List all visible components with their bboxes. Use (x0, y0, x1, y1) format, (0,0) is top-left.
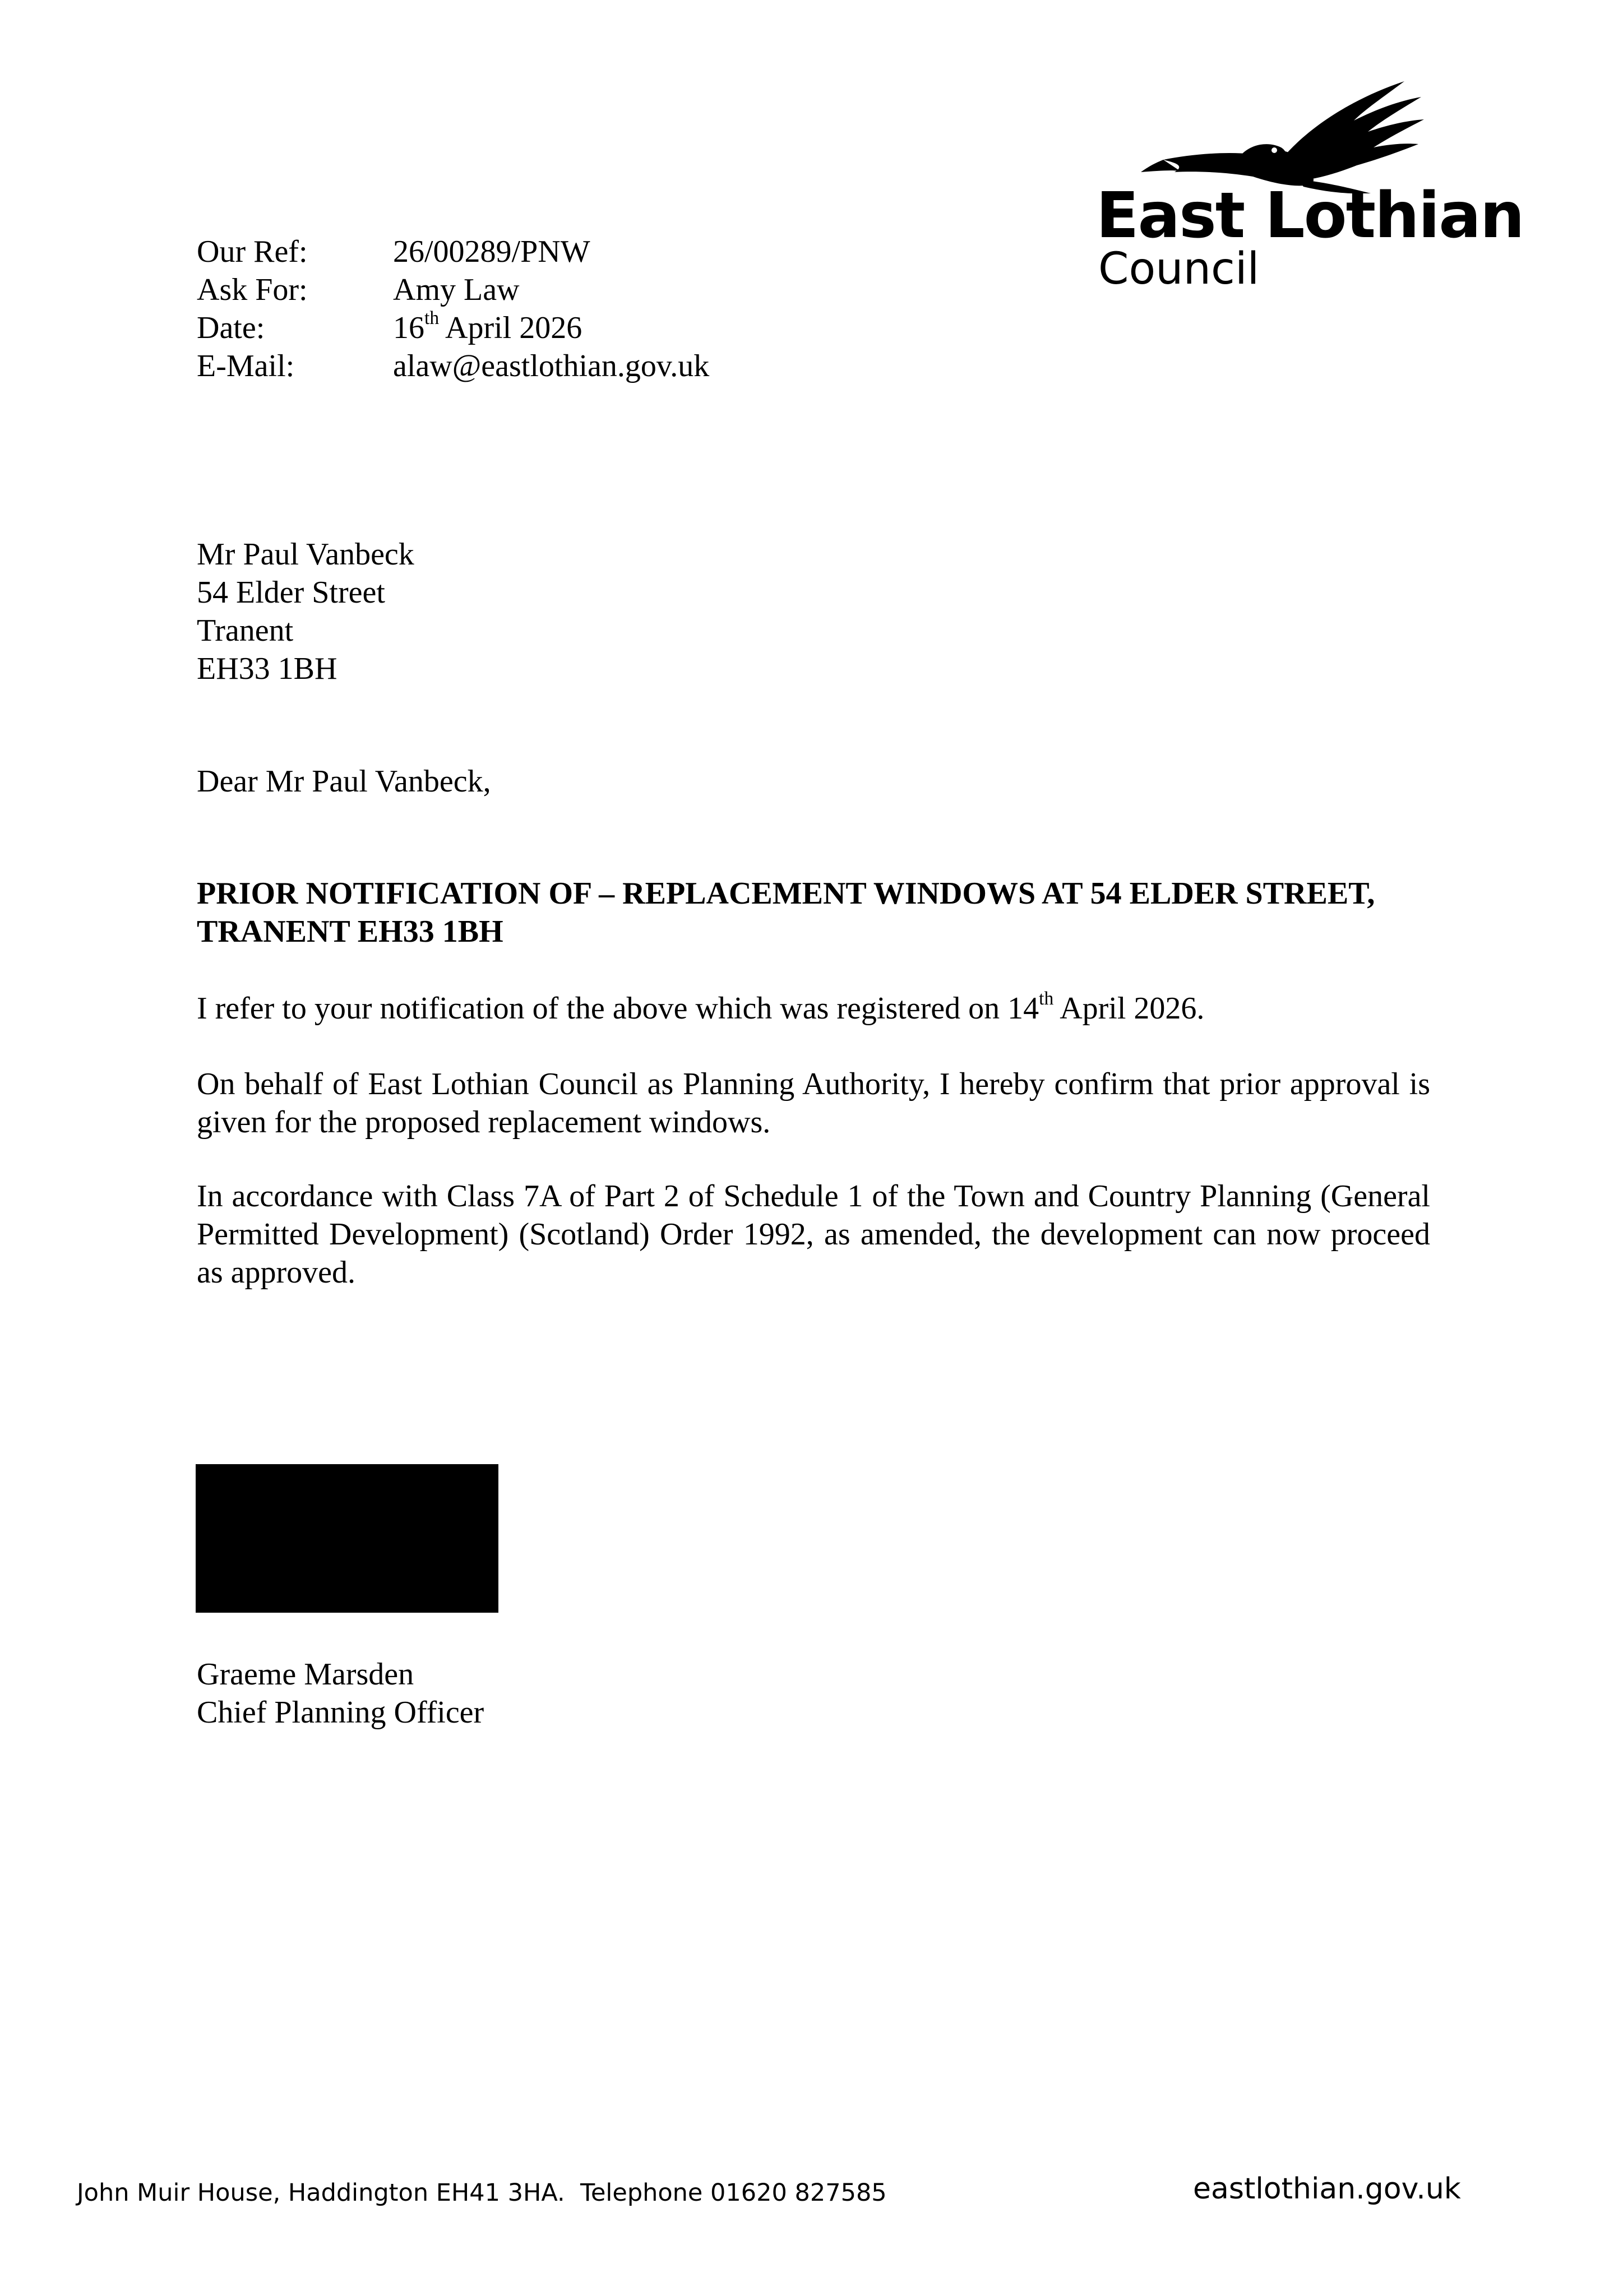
our-ref-row (197, 233, 709, 271)
date-rest: April 2026 (439, 311, 582, 345)
paragraph-2: On behalf of East Lothian Council as Planning Authority, I hereby confirm that prior approval is given for the proposed replacement windows. (197, 1067, 1430, 1140)
eagle-icon (1141, 76, 1455, 193)
date-row (197, 309, 709, 347)
email-row (197, 347, 709, 385)
signatory-title: Chief Planning Officer (197, 1695, 484, 1730)
paragraph-1-before: I refer to your notification of the above which was registered on 14 (197, 991, 1039, 1026)
our-ref-value: 26/00289/PNW (393, 234, 590, 269)
recipient-address (197, 535, 414, 688)
letter-heading: PRIOR NOTIFICATION OF – REPLACEMENT WINDOWS AT 54 ELDER STREET, TRANENT EH33 1BH (197, 876, 1375, 949)
recipient-name: Mr Paul Vanbeck (197, 537, 414, 572)
paragraph-1-suffix: th (1039, 988, 1054, 1010)
recipient-postcode: EH33 1BH (197, 651, 337, 686)
date-value (393, 309, 582, 347)
our-ref-label: Our Ref: (197, 234, 308, 269)
paragraph-1-after: April 2026. (1053, 991, 1205, 1026)
signatory-block (197, 1655, 484, 1732)
ask-for-row (197, 271, 709, 309)
redacted-signature (196, 1464, 498, 1613)
email-value: alaw@eastlothian.gov.uk (393, 349, 710, 383)
recipient-town: Tranent (197, 613, 294, 648)
email-label: E-Mail: (197, 349, 295, 383)
date-suffix: th (424, 308, 440, 329)
recipient-street: 54 Elder Street (197, 575, 385, 610)
paragraph-1 (197, 989, 1430, 1027)
salutation: Dear Mr Paul Vanbeck, (197, 764, 491, 799)
footer-address: John Muir House, Haddington EH41 3HA. Telephone 01620 827585 (77, 2179, 887, 2207)
paragraph-3: In accordance with Class 7A of Part 2 of Schedule 1 of the Town and Country Planning (General Permitted Development) (Scotland) Order 1992, as amended, the development can now proceed as approved. (197, 1179, 1430, 1290)
logo-subtitle: Council (1098, 244, 1260, 294)
logo-name: East Lothian (1096, 179, 1524, 252)
footer-website: eastlothian.gov.uk (1193, 2172, 1461, 2206)
ask-for-label: Ask For: (197, 272, 308, 307)
ask-for-value: Amy Law (393, 272, 520, 307)
date-label: Date: (197, 311, 265, 345)
reference-block (197, 233, 709, 385)
signatory-name: Graeme Marsden (197, 1657, 414, 1692)
date-day: 16 (393, 311, 424, 345)
council-logo (1096, 76, 1522, 300)
